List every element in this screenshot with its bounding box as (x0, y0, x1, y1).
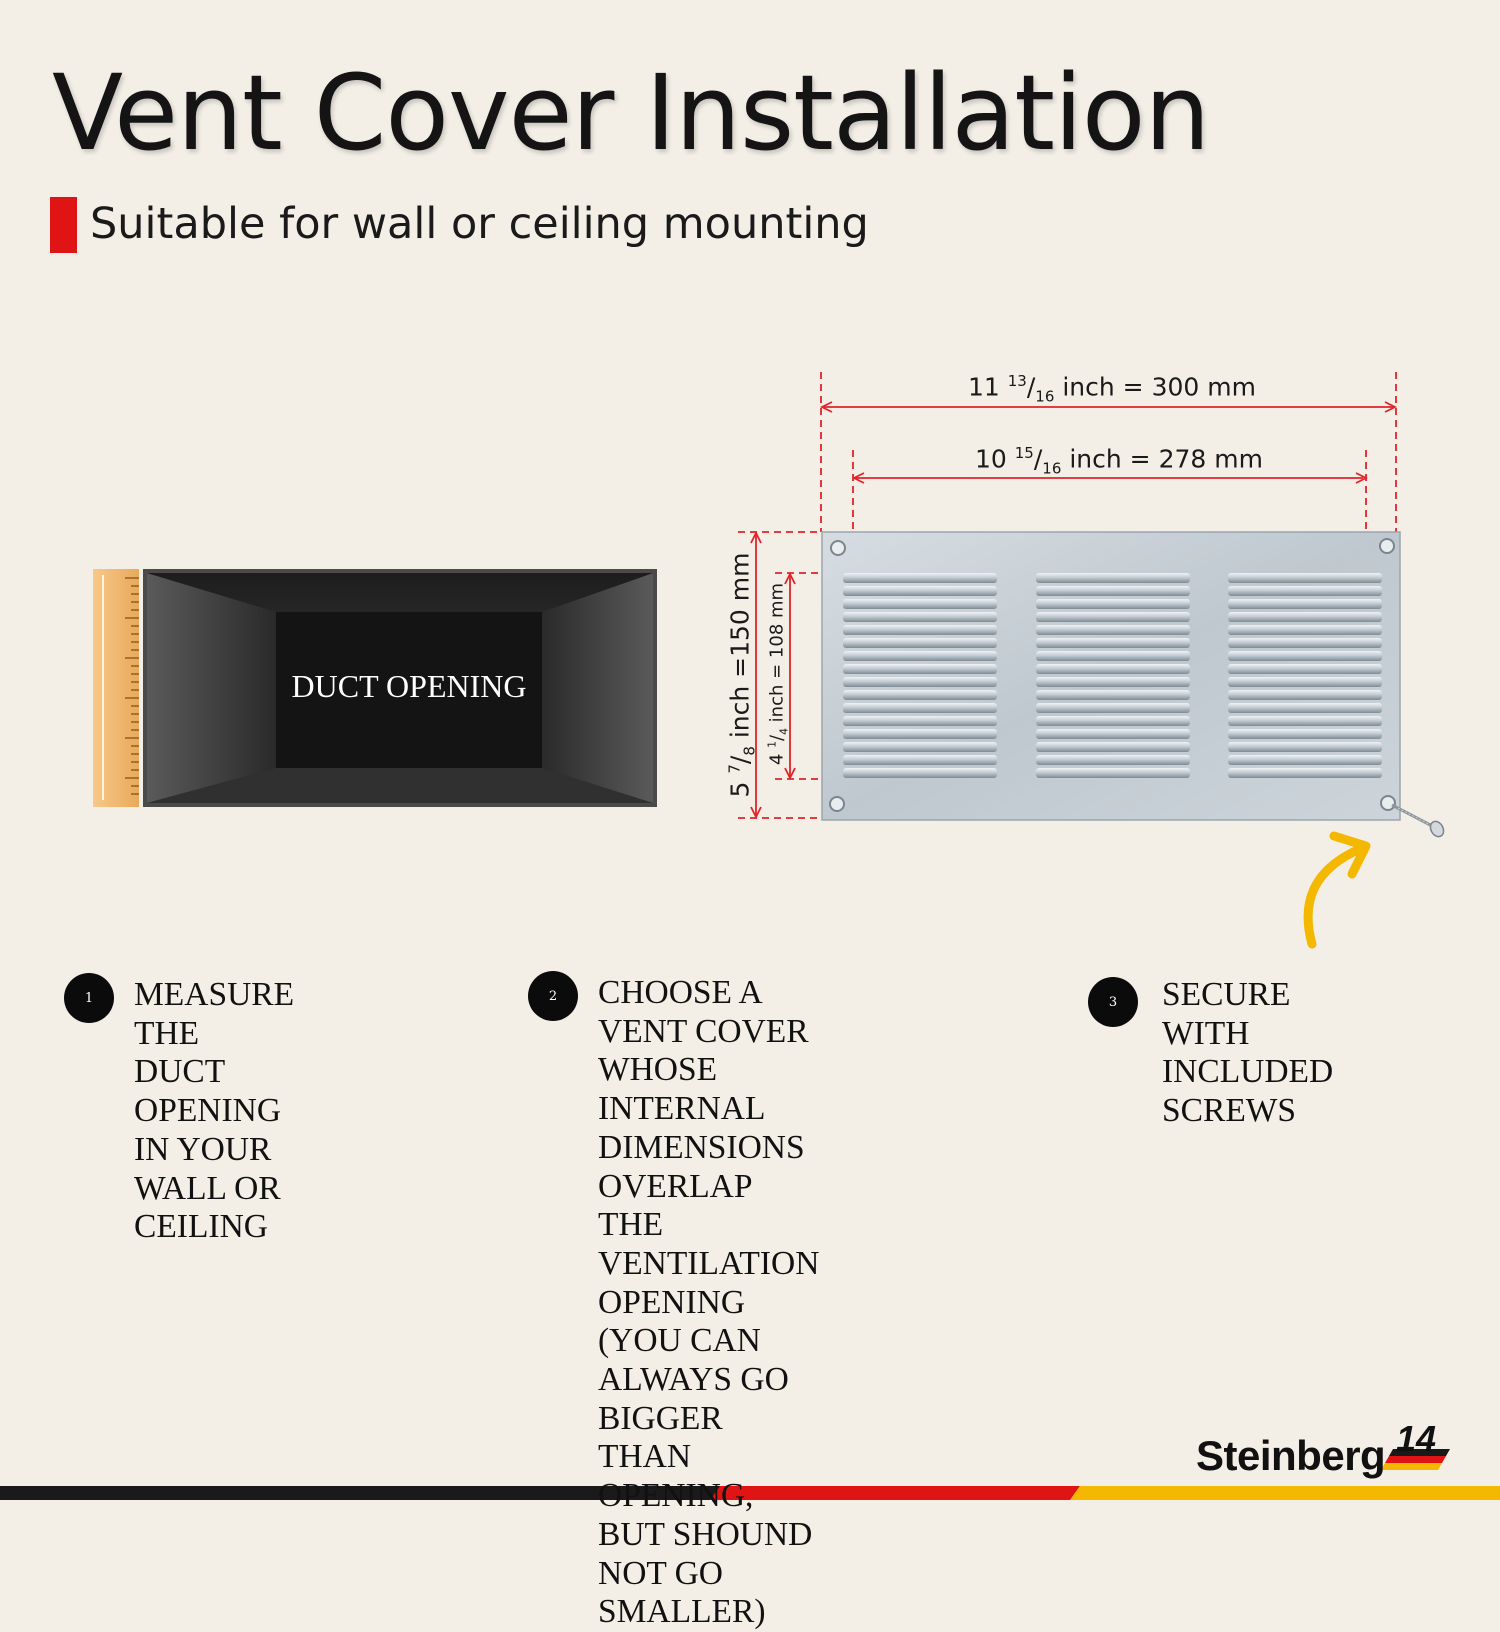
louvre-slat (843, 664, 997, 674)
louvre-slat (843, 716, 997, 726)
outer-height-label: 5 $^7/_8$ inch =150 mm (725, 552, 759, 798)
inner-height-den: 4 (777, 728, 791, 735)
louvre-slat (843, 703, 997, 713)
louvre-slat (1228, 638, 1382, 648)
louvre-slat (1036, 625, 1190, 635)
inner-height-rest: inch = 108 mm (766, 582, 788, 723)
louvre-slat (843, 638, 997, 648)
brand-logo-name: Steinberg (1196, 1432, 1386, 1479)
louvre-slat (1228, 703, 1382, 713)
step-text: CHOOSE A VENT COVER WHOSE INTERNAL DIMENSIONS OVERLAP THE VENTILATION OPENING (YOU CAN ALWAYS GO BIGGER THAN OPENING, BUT SHOUND NOT GO SMALLER) (598, 974, 820, 1631)
louvre-slat (843, 768, 997, 778)
page-title: Vent Cover Installation (52, 52, 1210, 174)
pointer-arrow-icon (1308, 836, 1366, 944)
inner-height-label: 4 $^1/_4$ inch = 108 mm (765, 582, 791, 766)
outer-height-rest: inch =150 mm (725, 552, 755, 739)
louvre-slat (843, 573, 997, 583)
duct-opening-label: DUCT OPENING (291, 668, 527, 704)
louvre-slat (1036, 664, 1190, 674)
page-subtitle: Suitable for wall or ceiling mounting (90, 199, 869, 249)
step-text: MEASURE THE DUCT OPENING IN YOUR WALL OR CEILING (134, 976, 295, 1246)
outer-width-whole: 11 (968, 372, 1000, 402)
louvre-slat (843, 625, 997, 635)
step-number-badge: 3 (1088, 977, 1138, 1027)
louvre-slat (843, 612, 997, 622)
inner-width-rest: inch = 278 mm (1069, 444, 1263, 474)
brand-logo-number: 14 (1396, 1418, 1437, 1459)
louvre-slat (1036, 599, 1190, 609)
louvre-slat (843, 755, 997, 765)
louvre-slat (1036, 573, 1190, 583)
louvre-slat (843, 729, 997, 739)
louvre-slat (1036, 677, 1190, 687)
louvre-slat (1036, 729, 1190, 739)
louvre-slat (1228, 742, 1382, 752)
louvre-slat (843, 599, 997, 609)
inner-height-num: 1 (765, 741, 779, 748)
louvre-slat (1228, 599, 1382, 609)
vent-cover-illustration (822, 532, 1446, 839)
inner-height-whole: 4 (766, 753, 788, 766)
louvre-slat (1228, 729, 1382, 739)
outer-height-den: 8 (740, 746, 759, 756)
louvre-slat (843, 586, 997, 596)
ruler-icon (93, 569, 139, 807)
louvre-slat (1228, 677, 1382, 687)
louvre-slat (1228, 716, 1382, 726)
outer-width-den: 16 (1035, 387, 1055, 406)
louvre-slat (1036, 586, 1190, 596)
louvre-slat (1036, 768, 1190, 778)
louvre-slat (1036, 755, 1190, 765)
inner-width-whole: 10 (975, 444, 1007, 474)
louvre-slat (1036, 638, 1190, 648)
louvre-slat (1228, 586, 1382, 596)
louvre-slat (1036, 690, 1190, 700)
inner-width-num: 15 (1014, 444, 1034, 462)
outer-width-rest: inch = 300 mm (1062, 372, 1256, 402)
step-number-badge: 1 (64, 973, 114, 1023)
louvre-slat (843, 690, 997, 700)
outer-width-label: 11 $^{13}/_{16}$ inch = 300 mm (968, 372, 1256, 406)
subtitle-accent-bar (50, 197, 77, 253)
louvre-slat (1036, 651, 1190, 661)
louvre-slat (1228, 755, 1382, 765)
louvre-slat (1036, 612, 1190, 622)
outer-width-num: 13 (1007, 372, 1027, 390)
outer-height-num: 7 (725, 764, 744, 774)
inner-width-label: 10 $^{15}/_{16}$ inch = 278 mm (975, 444, 1263, 478)
louvre-slat (1228, 651, 1382, 661)
outer-height-whole: 5 (725, 781, 755, 798)
louvre-slat (1036, 742, 1190, 752)
louvre-slat (1228, 612, 1382, 622)
louvre-slat (1228, 690, 1382, 700)
louvre-slat (1228, 768, 1382, 778)
louvre-slat (843, 651, 997, 661)
louvre-slat (1036, 703, 1190, 713)
screw-icon (1392, 805, 1446, 839)
louvre-slat (1228, 625, 1382, 635)
louvre-slat (843, 742, 997, 752)
louvre-slat (1228, 573, 1382, 583)
step-number-badge: 2 (528, 971, 578, 1021)
louvre-slat (1228, 664, 1382, 674)
louvre-slat (1036, 716, 1190, 726)
step-text: SECURE WITH INCLUDED SCREWS (1162, 976, 1334, 1130)
inner-width-den: 16 (1042, 459, 1062, 478)
louvre-slat (843, 677, 997, 687)
